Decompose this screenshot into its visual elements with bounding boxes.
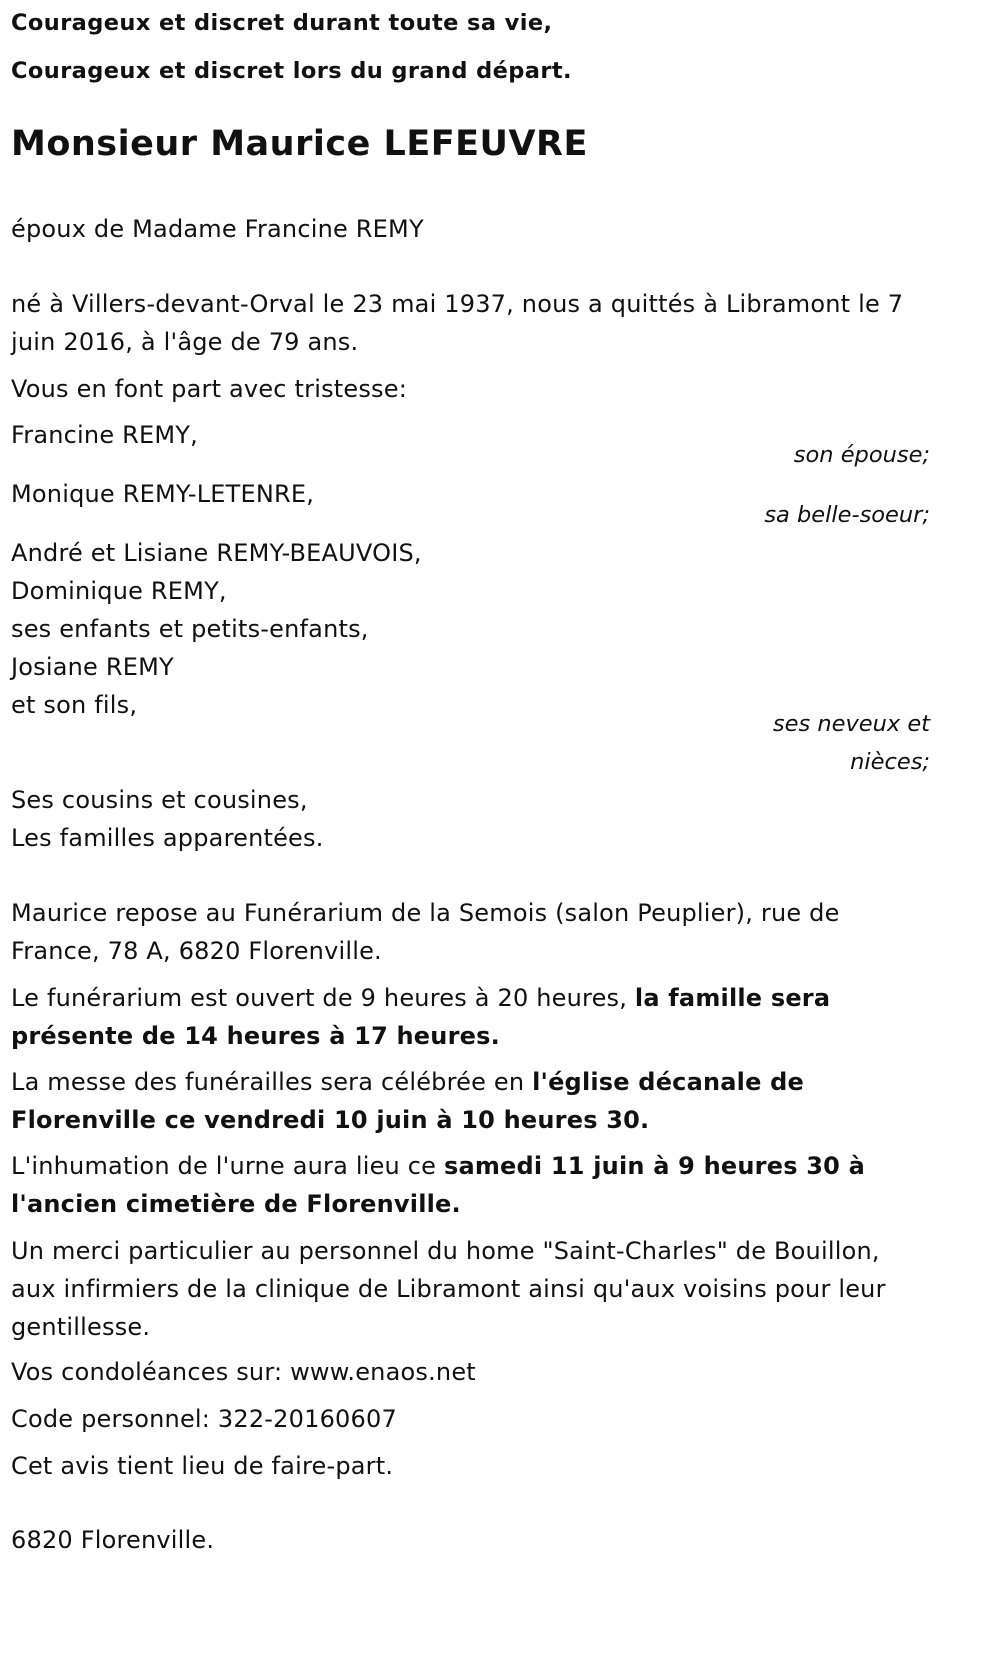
- family-sister-in-law-role: sa belle-soeur;: [764, 502, 930, 528]
- condolences-line: Vos condoléances sur: www.enaos.net: [11, 1358, 476, 1386]
- burial-line-1: [11, 1146, 865, 1186]
- verse-line-2: Courageux et discret lors du grand départ.: [11, 58, 572, 84]
- visiting-bold-2: présente de 14 heures à 17 heures.: [11, 1022, 500, 1050]
- family-spouse-name: Francine REMY,: [11, 421, 198, 449]
- spouse-line: époux de Madame Francine REMY: [11, 215, 424, 243]
- visiting-line-1: [11, 978, 830, 1018]
- family-nephew-1: André et Lisiane REMY-BEAUVOIS,: [11, 539, 422, 567]
- burial-bold-2: l'ancien cimetière de Florenville.: [11, 1190, 461, 1218]
- visiting-line-2: [11, 1016, 500, 1056]
- family-nephew-4: Josiane REMY: [11, 653, 174, 681]
- mass-bold-1: l'église décanale de: [532, 1068, 804, 1096]
- mass-normal: La messe des funérailles sera célébrée en: [11, 1068, 533, 1096]
- family-other-1: Ses cousins et cousines,: [11, 786, 308, 814]
- thanks-line-3: gentillesse.: [11, 1313, 151, 1341]
- family-nephew-2: Dominique REMY,: [11, 577, 227, 605]
- thanks-line-2: aux infirmiers de la clinique de Libramont ainsi qu'aux voisins pour leur: [11, 1275, 886, 1303]
- rest-place-line-2: France, 78 A, 6820 Florenville.: [11, 937, 382, 965]
- location-line: 6820 Florenville.: [11, 1526, 215, 1554]
- mass-line-1: [11, 1062, 804, 1102]
- personal-code: Code personnel: 322-20160607: [11, 1405, 397, 1433]
- thanks-line-1: Un merci particulier au personnel du home "Saint-Charles" de Bouillon,: [11, 1237, 880, 1265]
- family-other-2: Les familles apparentées.: [11, 824, 324, 852]
- family-nephew-3: ses enfants et petits-enfants,: [11, 615, 369, 643]
- mass-line-2: [11, 1100, 649, 1140]
- birth-death-line-1: né à Villers-devant-Orval le 23 mai 1937, nous a quittés à Libramont le 7: [11, 290, 904, 318]
- burial-normal: L'inhumation de l'urne aura lieu ce: [11, 1152, 444, 1180]
- burial-bold-1: samedi 11 juin à 9 heures 30 à: [443, 1152, 865, 1180]
- verse-line-1: Courageux et discret durant toute sa vie,: [11, 10, 553, 36]
- birth-death-line-2: juin 2016, à l'âge de 79 ans.: [11, 328, 359, 356]
- family-nephews-role-1: ses neveux et: [772, 711, 930, 737]
- rest-place-line-1: Maurice repose au Funérarium de la Semois (salon Peuplier), rue de: [11, 899, 840, 927]
- deceased-name: Monsieur Maurice LEFEUVRE: [11, 124, 588, 164]
- family-nephews-role-2: nièces;: [850, 749, 930, 775]
- family-sister-in-law-name: Monique REMY-LETENRE,: [11, 480, 315, 508]
- visiting-bold-1: la famille sera: [634, 984, 831, 1012]
- notice-line: Cet avis tient lieu de faire-part.: [11, 1452, 394, 1480]
- visiting-normal: Le funérarium est ouvert de 9 heures à 20 heures,: [11, 984, 635, 1012]
- mass-bold-2: Florenville ce vendredi 10 juin à 10 heures 30.: [11, 1106, 650, 1134]
- announce-intro: Vous en font part avec tristesse:: [11, 375, 408, 403]
- family-nephew-5: et son fils,: [11, 691, 138, 719]
- family-spouse-role: son épouse;: [793, 442, 930, 468]
- burial-line-2: [11, 1184, 461, 1224]
